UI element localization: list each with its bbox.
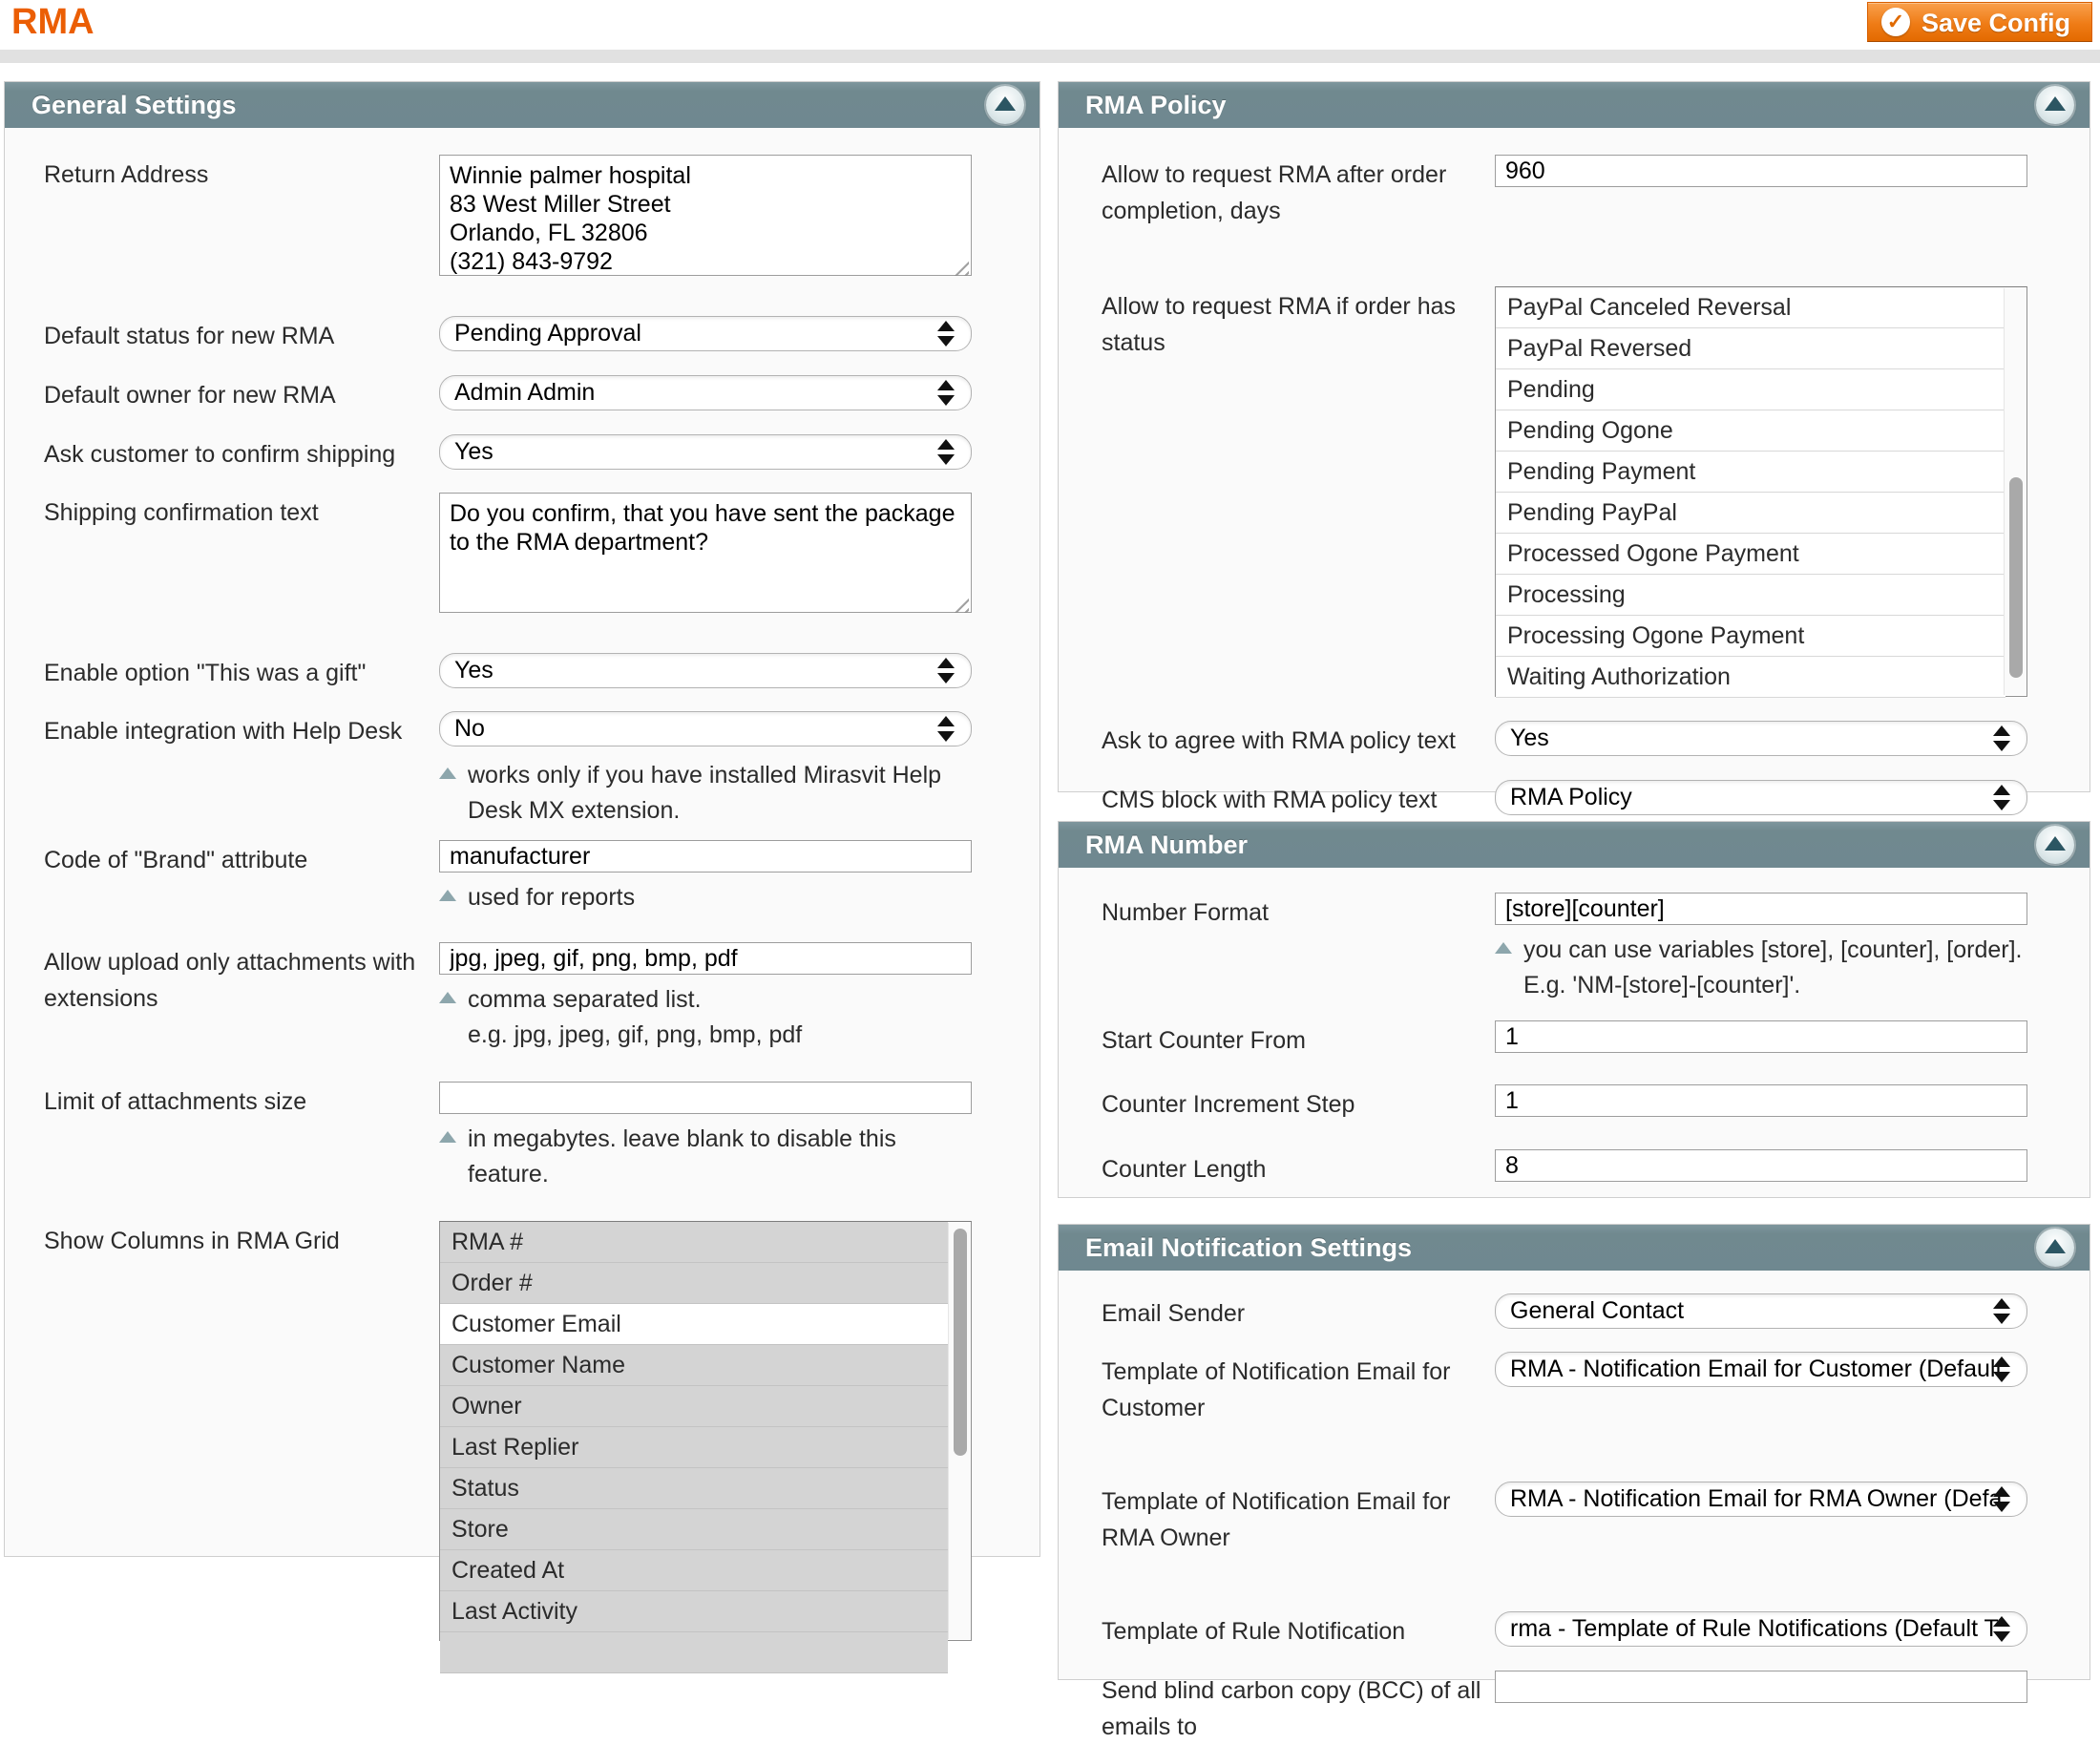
default-owner-label: Default owner for new RMA (44, 382, 336, 409)
field-row-order-status (1102, 286, 2061, 697)
counter-length-input[interactable] (1495, 1149, 2027, 1182)
listbox-option-order[interactable]: Order # (440, 1263, 948, 1304)
enable-helpdesk-select[interactable]: No (439, 711, 972, 746)
order-status-label: Allow to request RMA if order has status (1102, 293, 1456, 356)
template-rule-select[interactable]: rma - Template of Rule Notifications (Default T (1495, 1611, 2027, 1647)
panel-general-settings (4, 81, 1040, 1625)
field-row-enable-gift (44, 653, 1011, 691)
listbox-option-processing-ogone[interactable]: Processing Ogone Payment (1496, 616, 2006, 657)
template-customer-label: Template of Notification Email for Customer (1102, 1358, 1451, 1421)
rma-days-label: Allow to request RMA after order completion, days (1102, 161, 1447, 224)
default-status-label: Default status for new RMA (44, 323, 335, 349)
field-row-enable-helpdesk (44, 711, 1011, 829)
panel-email-notification (1058, 1224, 2090, 1740)
panel-header-general-settings (5, 82, 1040, 128)
field-row-counter-start (1102, 1020, 2061, 1059)
listbox-option-partial[interactable] (440, 1632, 948, 1673)
field-row-default-owner (44, 375, 1011, 413)
panel-rma-number (1058, 821, 2090, 1198)
collapse-arrow-icon (2045, 1239, 2066, 1253)
field-row-attach-limit (44, 1082, 1011, 1192)
attach-limit-label: Limit of attachments size (44, 1088, 307, 1115)
field-row-shipping-confirmation-text (44, 493, 1011, 618)
panel-title: Email Notification Settings (1085, 1232, 1413, 1262)
confirm-shipping-select[interactable]: Yes (439, 434, 972, 470)
panel-title: RMA Number (1085, 830, 1249, 859)
save-config-label: Save Config (1921, 9, 2070, 37)
order-status-listbox[interactable] (1495, 286, 2027, 697)
grid-columns-label: Show Columns in RMA Grid (44, 1228, 340, 1254)
shipping-confirmation-label: Shipping confirmation text (44, 499, 319, 526)
template-customer-select[interactable]: RMA - Notification Email for Customer (Default (1495, 1352, 2027, 1387)
enable-gift-select[interactable]: Yes (439, 653, 972, 688)
listbox-option-status[interactable]: Status (440, 1468, 948, 1509)
header-divider (0, 50, 2100, 63)
listbox-option-pending-paypal[interactable]: Pending PayPal (1496, 493, 2006, 534)
panel-title: RMA Policy (1085, 90, 1227, 119)
return-address-textarea[interactable] (439, 155, 972, 276)
upload-ext-note: comma separated list. e.g. jpg, jpeg, gif, png, bmp, pdf (439, 982, 972, 1053)
number-format-note: you can use variables [store], [counter], [order]. E.g. 'NM-[store]-[counter]'. (1495, 933, 2027, 1003)
cms-block-label: CMS block with RMA policy text (1102, 787, 1438, 813)
return-address-label: Return Address (44, 161, 209, 188)
field-row-cms-block (1102, 780, 2061, 818)
upload-ext-input[interactable] (439, 942, 972, 975)
note-marker-icon (439, 1131, 456, 1143)
counter-length-label: Counter Length (1102, 1156, 1267, 1183)
upload-ext-label: Allow upload only attachments with extensions (44, 949, 416, 1012)
select-arrows-icon (937, 654, 955, 687)
listbox-option-store[interactable]: Store (440, 1509, 948, 1550)
counter-start-label: Start Counter From (1102, 1027, 1306, 1054)
listbox-option-created-at[interactable]: Created At (440, 1550, 948, 1591)
scrollbar-track[interactable] (948, 1223, 971, 1639)
grid-columns-listbox[interactable] (439, 1221, 972, 1641)
agree-select[interactable]: Yes (1495, 721, 2027, 756)
field-row-brand-code (44, 840, 1011, 915)
email-sender-select[interactable]: General Contact (1495, 1293, 2027, 1329)
field-row-return-address (44, 155, 1011, 281)
scrollbar-thumb[interactable] (954, 1229, 967, 1456)
cms-block-select[interactable]: RMA Policy (1495, 780, 2027, 815)
rma-days-input[interactable] (1495, 155, 2027, 187)
select-arrows-icon (1993, 1612, 2010, 1646)
collapse-button[interactable] (2036, 1229, 2074, 1267)
scrollbar-track[interactable] (2004, 288, 2026, 695)
field-row-template-customer (1102, 1352, 2061, 1426)
note-marker-icon (439, 767, 456, 779)
bcc-input[interactable] (1495, 1671, 2027, 1703)
listbox-option-waiting-auth[interactable]: Waiting Authorization (1496, 657, 2006, 698)
email-sender-label: Email Sender (1102, 1300, 1246, 1327)
listbox-option-pending-payment[interactable]: Pending Payment (1496, 452, 2006, 493)
panel-title: General Settings (32, 90, 237, 119)
select-arrows-icon (1993, 781, 2010, 814)
brand-code-note: used for reports (439, 880, 972, 915)
field-row-grid-columns (44, 1221, 1011, 1641)
field-row-email-sender (1102, 1293, 2061, 1332)
field-row-agree (1102, 721, 2061, 759)
select-arrows-icon (937, 435, 955, 469)
enable-gift-label: Enable option "This was a gift" (44, 660, 367, 686)
listbox-option-customer-name[interactable]: Customer Name (440, 1345, 948, 1386)
confirm-shipping-label: Ask customer to confirm shipping (44, 441, 396, 468)
field-row-upload-ext (44, 942, 1011, 1053)
template-rule-label: Template of Rule Notification (1102, 1618, 1406, 1645)
enable-helpdesk-label: Enable integration with Help Desk (44, 718, 403, 745)
listbox-option-paypal-reversed[interactable]: PayPal Reversed (1496, 328, 2006, 369)
field-row-counter-step (1102, 1084, 2061, 1123)
page-title: RMA (11, 2, 94, 42)
collapse-button[interactable] (986, 86, 1024, 124)
field-row-rma-days (1102, 155, 2061, 229)
listbox-option-pending[interactable]: Pending (1496, 369, 2006, 410)
select-arrows-icon (937, 317, 955, 350)
listbox-option-customer-email[interactable]: Customer Email (440, 1304, 948, 1345)
counter-step-input[interactable] (1495, 1084, 2027, 1117)
counter-step-label: Counter Increment Step (1102, 1091, 1355, 1118)
save-check-icon: ✓ (1881, 8, 1910, 36)
field-row-counter-length (1102, 1149, 2061, 1188)
note-marker-icon (439, 992, 456, 1003)
listbox-option-owner[interactable]: Owner (440, 1386, 948, 1427)
panel-header-rma-policy (1059, 82, 2090, 128)
agree-label: Ask to agree with RMA policy text (1102, 727, 1456, 754)
collapse-button[interactable] (2036, 826, 2074, 864)
listbox-option-last-activity[interactable]: Last Activity (440, 1591, 948, 1632)
scrollbar-thumb[interactable] (2009, 477, 2023, 678)
note-marker-icon (439, 890, 456, 901)
collapse-button[interactable] (2036, 86, 2074, 124)
collapse-arrow-icon (2045, 96, 2066, 111)
listbox-option-rma[interactable]: RMA # (440, 1222, 948, 1263)
default-owner-select[interactable]: Admin Admin (439, 375, 972, 410)
number-format-label: Number Format (1102, 899, 1270, 926)
attach-limit-note: in megabytes. leave blank to disable this feature. (439, 1122, 972, 1192)
field-row-template-owner (1102, 1482, 2061, 1556)
listbox-option-processed-ogone[interactable]: Processed Ogone Payment (1496, 534, 2006, 575)
panel-header-email-notification (1059, 1225, 2090, 1271)
select-arrows-icon (1993, 1353, 2010, 1386)
listbox-option-processing[interactable]: Processing (1496, 575, 2006, 616)
brand-code-input[interactable] (439, 840, 972, 872)
number-format-input[interactable] (1495, 893, 2027, 925)
field-row-default-status (44, 316, 1011, 354)
collapse-arrow-icon (2045, 836, 2066, 851)
select-arrows-icon (937, 712, 955, 746)
listbox-option-pending-ogone[interactable]: Pending Ogone (1496, 410, 2006, 452)
panel-rma-policy (1058, 81, 2090, 813)
listbox-option-paypal-canceled[interactable]: PayPal Canceled Reversal (1496, 287, 2006, 328)
listbox-option-last-replier[interactable]: Last Replier (440, 1427, 948, 1468)
select-arrows-icon (937, 376, 955, 410)
field-row-bcc (1102, 1671, 2061, 1745)
select-arrows-icon (1993, 1482, 2010, 1516)
panel-header-rma-number (1059, 822, 2090, 868)
bcc-label: Send blind carbon copy (BCC) of all emails to (1102, 1677, 1481, 1740)
counter-start-input[interactable] (1495, 1020, 2027, 1053)
brand-code-label: Code of "Brand" attribute (44, 847, 308, 873)
attach-limit-input[interactable] (439, 1082, 972, 1114)
helpdesk-note: works only if you have installed Mirasvit Help Desk MX extension. (439, 758, 972, 829)
default-status-select[interactable]: Pending Approval (439, 316, 972, 351)
select-arrows-icon (1993, 1294, 2010, 1328)
collapse-arrow-icon (995, 96, 1016, 111)
template-owner-select[interactable]: RMA - Notification Email for RMA Owner (Defa (1495, 1482, 2027, 1517)
template-owner-label: Template of Notification Email for RMA Owner (1102, 1488, 1451, 1551)
shipping-confirmation-textarea[interactable] (439, 493, 972, 613)
save-config-button[interactable] (1867, 2, 2092, 42)
select-arrows-icon (1993, 722, 2010, 755)
field-row-template-rule (1102, 1611, 2061, 1650)
field-row-number-format (1102, 893, 2061, 1003)
note-marker-icon (1495, 942, 1512, 954)
field-row-confirm-shipping (44, 434, 1011, 473)
